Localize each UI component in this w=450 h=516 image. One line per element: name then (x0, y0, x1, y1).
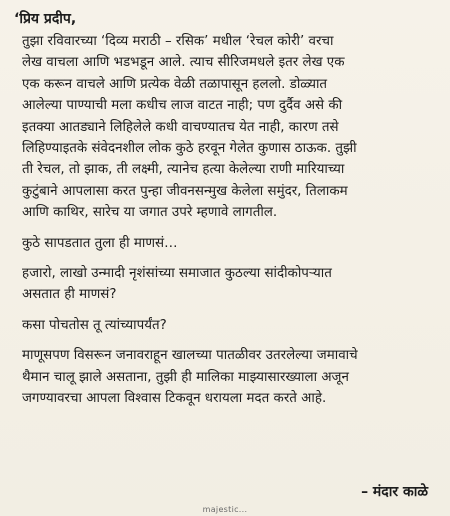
letter-paragraph-2 (22, 233, 436, 254)
paragraph-gap (22, 254, 436, 263)
site-watermark: majestic... (202, 505, 248, 514)
text-line: लिहिण्याइतके संवेदनशील लोक कुठे हरवून गेलेत कुणास ठाऊक. तुझी (22, 141, 357, 157)
paragraph-gap (22, 336, 436, 345)
letter-paragraph-1 (22, 31, 436, 224)
text-line: लेख वाचला आणि भडभडून आले. त्याच सीरिजमधले इतर लेख एक (22, 55, 345, 71)
text-line: आणि काथिर, सारेच या जगात उपरे म्हणावे लागतील. (22, 205, 278, 221)
text-line: थैमान चालू झाले असताना, तुझी ही मालिका माझ्यासारख्याला अजून (22, 369, 349, 385)
text-line: माणूसपण विसरून जनावराहून खालच्या पातळीवर उतरलेल्या जमावाचे (22, 348, 358, 364)
text-line: कसा पोचतोस तू त्यांच्यापर्यंत? (22, 317, 167, 333)
letter-signature: – मंदार काळे (361, 484, 428, 500)
text-line: जगण्यावरचा आपला विश्वास टिकवून धरायला मदत करते आहे. (22, 391, 327, 407)
text-line: हजारो, लाखो उन्मादी नृशंसांच्या समाजात कुठल्या सांदीकोपऱ्यात (22, 266, 332, 282)
text-line: असतात ही माणसं? (22, 287, 117, 303)
text-line: आलेल्या पाण्याची मला कधीच लाज वाटत नाही; पण दुर्दैव असे की (22, 98, 343, 114)
letter-paragraph-5 (22, 345, 436, 409)
letter-salutation: ‘प्रिय प्रदीप, (14, 11, 77, 27)
paragraph-gap (22, 306, 436, 315)
letter-paragraph-3 (22, 263, 436, 306)
letter-paragraph-4 (22, 315, 436, 336)
text-line: एक करून वाचले आणि प्रत्येक वेळी तळापासून हललो. डोळ्यात (22, 76, 328, 92)
text-line: तुझा रविवारच्या ‘दिव्य मराठी – रसिक’ मधील ‘रेचल कोरी’ वरचा (22, 34, 334, 49)
text-line: कुटुंबाने आपलासा करत पुन्हा जीवनसन्मुख केलेला समुंदर, तिलाकम (22, 183, 348, 199)
text-line: ती रेचल, तो झाक, ती लक्ष्मी, त्यानेच हत्या केलेल्या राणी मारियाच्या (22, 162, 345, 178)
text-line: कुठे सापडतात तुला ही माणसं… (22, 235, 178, 251)
text-line: इतक्या आतड्याने लिहिलेले कधी वाचण्यातच येत नाही, कारण तसे (22, 119, 339, 135)
paragraph-gap (22, 224, 436, 233)
